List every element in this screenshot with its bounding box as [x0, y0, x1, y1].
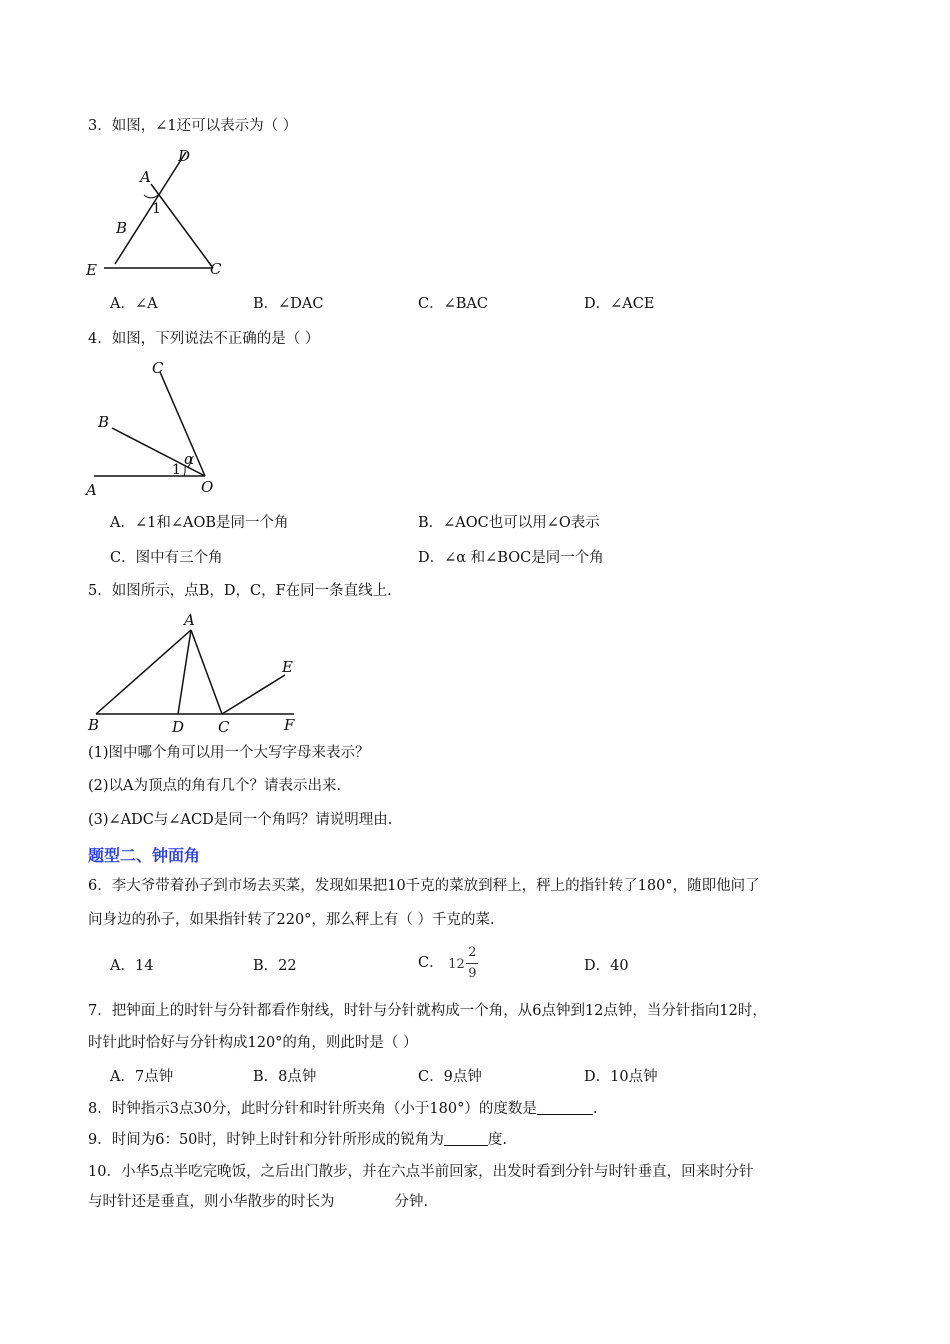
q5-label-B: B [88, 716, 100, 734]
q4-option-c: C．图中有三个角 [110, 550, 223, 566]
q5-label-A: A [184, 611, 195, 629]
q5-sub-1: (1)图中哪个角可以用一个大写字母来表示？ [88, 745, 370, 761]
q5-label-E: E [282, 658, 293, 676]
q6-option-c-mixed-number [448, 946, 482, 980]
q6-option-d: D．40 [584, 958, 629, 974]
q9-line [88, 1130, 507, 1150]
q7-option-a: A．7点钟 [110, 1069, 174, 1085]
q3-label-C: C [210, 260, 222, 278]
q7-option-d: D．10点钟 [584, 1069, 658, 1085]
q4-label-C: C [152, 359, 164, 377]
q4-label-1: 1 [172, 462, 181, 478]
q3-option-b: B．∠DAC [253, 296, 324, 312]
q4-label-B: B [98, 413, 110, 431]
q3-figure [82, 146, 242, 286]
q10-line2 [88, 1192, 428, 1212]
q6-option-c-prefix: C． [418, 955, 444, 971]
q7-option-c: C．9点钟 [418, 1069, 482, 1085]
q3-stem: 3．如图，∠1还可以表示为（ ） [88, 118, 298, 134]
section-heading-clock-angle: 题型二、钟面角 [88, 846, 201, 865]
q3-label-1: 1 [152, 201, 161, 217]
q3-option-a: A．∠A [110, 296, 158, 312]
q6-option-a: A．14 [110, 958, 154, 974]
q4-figure [82, 356, 222, 496]
q6-line1: 6．李大爷带着孙子到市场去买菜，发现如果把10千克的菜放到秤上，秤上的指针转了180°，随即他问了 [88, 878, 760, 894]
q6-option-c-whole: 12 [448, 957, 465, 972]
q7-line2: 时针此时恰好与分针构成120°的角，则此时是（ ） [88, 1035, 418, 1051]
q8-answer-blank[interactable] [537, 1099, 593, 1115]
q10-line2-end: 分钟. [394, 1194, 429, 1210]
q3-label-D: D [178, 147, 191, 165]
q7-option-b: B．8点钟 [253, 1069, 317, 1085]
q9-answer-blank[interactable] [444, 1130, 488, 1146]
q4-label-O: O [201, 478, 214, 496]
q4-label-alpha: α [184, 450, 195, 468]
q6-option-c-denominator: 9 [468, 966, 477, 981]
q6-option-c-numerator: 2 [468, 945, 477, 960]
q5-figure [82, 608, 312, 738]
q4-option-d: D．∠α 和∠BOC是同一个角 [418, 550, 604, 566]
q8-line [88, 1099, 597, 1119]
q4-label-A: A [86, 481, 97, 496]
q8-end: . [592, 1101, 598, 1117]
q5-label-D: D [172, 718, 185, 736]
q3-label-A: A [140, 168, 151, 186]
q6-option-c [418, 946, 482, 986]
q6-line2: 问身边的孙子，如果指针转了220°，那么秤上有（ ）千克的菜. [88, 912, 495, 928]
q9-end: 度. [487, 1132, 508, 1148]
q3-label-B: B [116, 219, 128, 237]
q5-sub-2: (2)以A为顶点的角有几个？请表示出来. [88, 778, 342, 794]
q4-option-a: A．∠1和∠AOB是同一个角 [110, 515, 289, 531]
q3-option-c: C．∠BAC [418, 296, 488, 312]
q3-option-d: D．∠ACE [584, 296, 655, 312]
q4-option-b: B．∠AOC也可以用∠O表示 [418, 515, 600, 531]
q5-label-C: C [218, 718, 230, 736]
q3-label-E: E [86, 261, 97, 279]
q10-line1: 10．小华5点半吃完晚饭，之后出门散步，并在六点半前回家，出发时看到分针与时针垂直，回来时分针 [88, 1164, 754, 1180]
q9-text: 9．时间为6：50时，时钟上时针和分针所形成的锐角为 [88, 1132, 444, 1148]
q6-option-b: B．22 [253, 958, 297, 974]
q8-text: 8．时钟指示3点30分，此时分针和时针所夹角（小于180°）的度数是 [88, 1101, 537, 1117]
q7-line1: 7．把钟面上的时针与分针都看作射线，时针与分针就构成一个角，从6点钟到12点钟，当分针指向12时， [88, 1003, 767, 1019]
q5-stem: 5．如图所示，点B，D，C，F在同一条直线上. [88, 583, 392, 599]
q5-label-F: F [284, 716, 295, 734]
q10-line2-text: 与时针还是垂直，则小华散步的时长为 [88, 1194, 335, 1210]
q5-sub-3: (3)∠ADC与∠ACD是同一个角吗？请说明理由. [88, 812, 393, 828]
q4-stem: 4．如图，下列说法不正确的是（ ） [88, 331, 320, 347]
